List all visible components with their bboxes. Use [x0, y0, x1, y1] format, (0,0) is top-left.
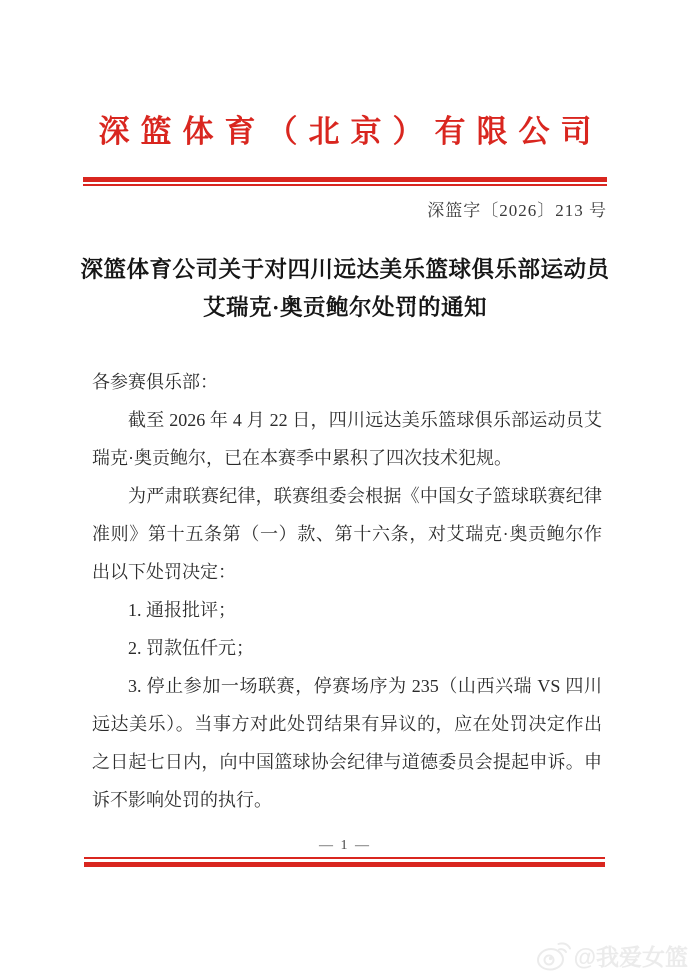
body-line-salutation: 各参赛俱乐部： [92, 372, 218, 392]
body-line: 瑞克·奥贡鲍尔，已在本赛季中累积了四次技术犯规。 [92, 448, 512, 468]
watermark [537, 939, 688, 972]
footer-divider [84, 857, 605, 867]
letterhead-divider [83, 177, 607, 186]
body-line: 准则》第十五条第（一）款、第十六条，对艾瑞克·奥贡鲍尔作 [92, 524, 602, 544]
body-line-item-1: 1. 通报批评； [128, 600, 236, 620]
body-line-item-3: 3. 停止参加一场联赛，停赛场序为 235（山西兴瑞 VS 四川 [128, 676, 602, 696]
watermark-text: @我爱女篮 [573, 944, 688, 970]
notice-title [0, 251, 690, 327]
page-number: — 1 — [319, 838, 371, 853]
body-line: 之日起七日内，向中国篮球协会纪律与道德委员会提起申诉。申 [92, 752, 602, 772]
body-line-item-2: 2. 罚款伍仟元； [128, 638, 254, 658]
footer-divider-thick-line [84, 862, 605, 867]
weibo-icon [537, 941, 571, 971]
body-line: 为严肃联赛纪律，联赛组委会根据《中国女子篮球联赛纪律 [128, 486, 602, 506]
body-line: 远达美乐）。当事方对此处罚结果有异议的，应在处罚决定作出 [92, 714, 602, 734]
notice-body [92, 363, 602, 819]
letterhead-company-title: 深篮体育（北京）有限公司 [98, 114, 603, 149]
body-line: 出以下处罚决定： [92, 562, 236, 582]
notice-title-line2: 艾瑞克·奥贡鲍尔处罚的通知 [202, 295, 487, 320]
body-line: 截至 2026 年 4 月 22 日，四川远达美乐篮球俱乐部运动员艾 [128, 410, 602, 430]
body-line: 诉不影响处罚的执行。 [92, 790, 272, 810]
document-number: 深篮字〔2026〕213 号 [427, 201, 607, 220]
letterhead-divider-thin-line [83, 184, 607, 186]
notice-title-line1: 深篮体育公司关于对四川远达美乐篮球俱乐部运动员 [80, 257, 610, 282]
